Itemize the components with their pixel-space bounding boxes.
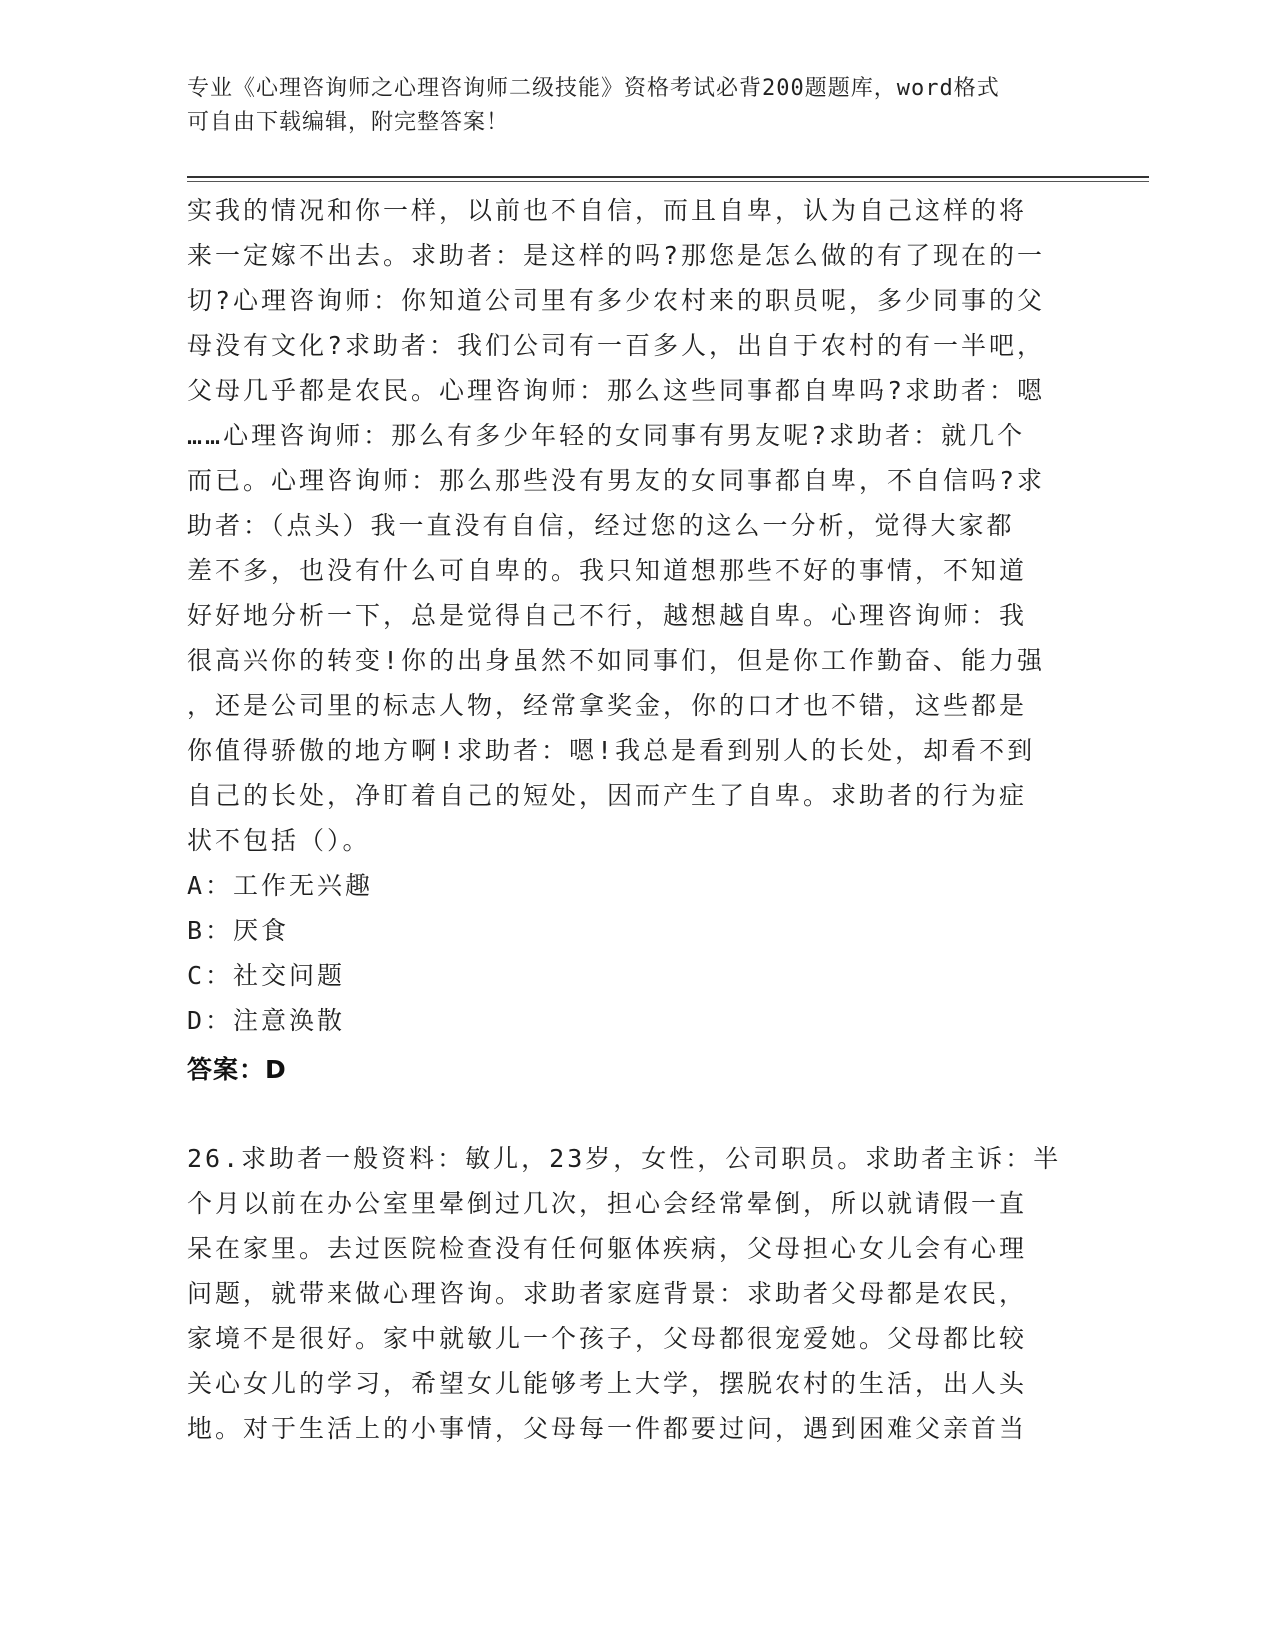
next-question-text-line: 关心女儿的学习，希望女儿能够考上大学，摆脱农村的生活，出人头 xyxy=(187,1369,1028,1398)
page-header xyxy=(187,72,1067,140)
question-text-line: 差不多，也没有什么可自卑的。我只知道想那些不好的事情，不知道 xyxy=(187,556,1028,585)
option-b: B：厌食 xyxy=(187,916,290,945)
header-title-line-1: 专业《心理咨询师之心理咨询师二级技能》资格考试必背200题题库，word格式 xyxy=(187,76,1000,101)
question-text-line: 好好地分析一下，总是觉得自己不行，越想越自卑。心理咨询师：我 xyxy=(187,601,1028,630)
question-text-line: ，还是公司里的标志人物，经常拿奖金，你的口才也不错，这些都是 xyxy=(187,691,1028,720)
option-a: A：工作无兴趣 xyxy=(187,871,374,900)
question-body xyxy=(187,188,1087,1043)
option-c: C：社交问题 xyxy=(187,961,346,990)
question-text-line: 切?心理咨询师：你知道公司里有多少农村来的职员呢，多少同事的父 xyxy=(187,286,1046,315)
next-question-text-line: 地。对于生活上的小事情，父母每一件都要过问，遇到困难父亲首当 xyxy=(187,1414,1028,1443)
question-text-line: 来一定嫁不出去。求助者：是这样的吗?那您是怎么做的有了现在的一 xyxy=(187,241,1046,270)
header-divider-thick xyxy=(187,176,1149,178)
next-question-body xyxy=(187,1136,1087,1451)
question-text-line: 实我的情况和你一样，以前也不自信，而且自卑，认为自己这样的将 xyxy=(187,196,1028,225)
next-question-text-line: 26.求助者一般资料：敏儿，23岁，女性，公司职员。求助者主诉：半 xyxy=(187,1144,1062,1173)
question-text-line: ……心理咨询师：那么有多少年轻的女同事有男友呢?求助者：就几个 xyxy=(187,421,1026,450)
question-text-line: 很高兴你的转变!你的出身虽然不如同事们，但是你工作勤奋、能力强 xyxy=(187,646,1046,675)
header-divider-thin xyxy=(187,181,1149,182)
question-text-line: 而已。心理咨询师：那么那些没有男友的女同事都自卑，不自信吗?求 xyxy=(187,466,1046,495)
question-text-line: 助者：（点头）我一直没有自信，经过您的这么一分析，觉得大家都 xyxy=(187,511,1015,540)
next-question-text-line: 个月以前在办公室里晕倒过几次，担心会经常晕倒，所以就请假一直 xyxy=(187,1189,1028,1218)
question-text-line: 状不包括（）。 xyxy=(187,826,371,855)
next-question-text-line: 呆在家里。去过医院检查没有任何躯体疾病，父母担心女儿会有心理 xyxy=(187,1234,1028,1263)
question-text-line: 父母几乎都是农民。心理咨询师：那么这些同事都自卑吗?求助者：嗯 xyxy=(187,376,1046,405)
next-question-text-line: 问题，就带来做心理咨询。求助者家庭背景：求助者父母都是农民， xyxy=(187,1279,1028,1308)
answer-label: 答案：D xyxy=(187,1055,287,1084)
header-title-line-2: 可自由下载编辑，附完整答案！ xyxy=(187,110,510,135)
question-text-line: 自己的长处，净盯着自己的短处，因而产生了自卑。求助者的行为症 xyxy=(187,781,1028,810)
option-d: D：注意涣散 xyxy=(187,1006,346,1035)
question-text-line: 你值得骄傲的地方啊!求助者：嗯!我总是看到别人的长处，却看不到 xyxy=(187,736,1036,765)
next-question-text-line: 家境不是很好。家中就敏儿一个孩子，父母都很宠爱她。父母都比较 xyxy=(187,1324,1028,1353)
question-text-line: 母没有文化?求助者：我们公司有一百多人，出自于农村的有一半吧， xyxy=(187,331,1046,360)
